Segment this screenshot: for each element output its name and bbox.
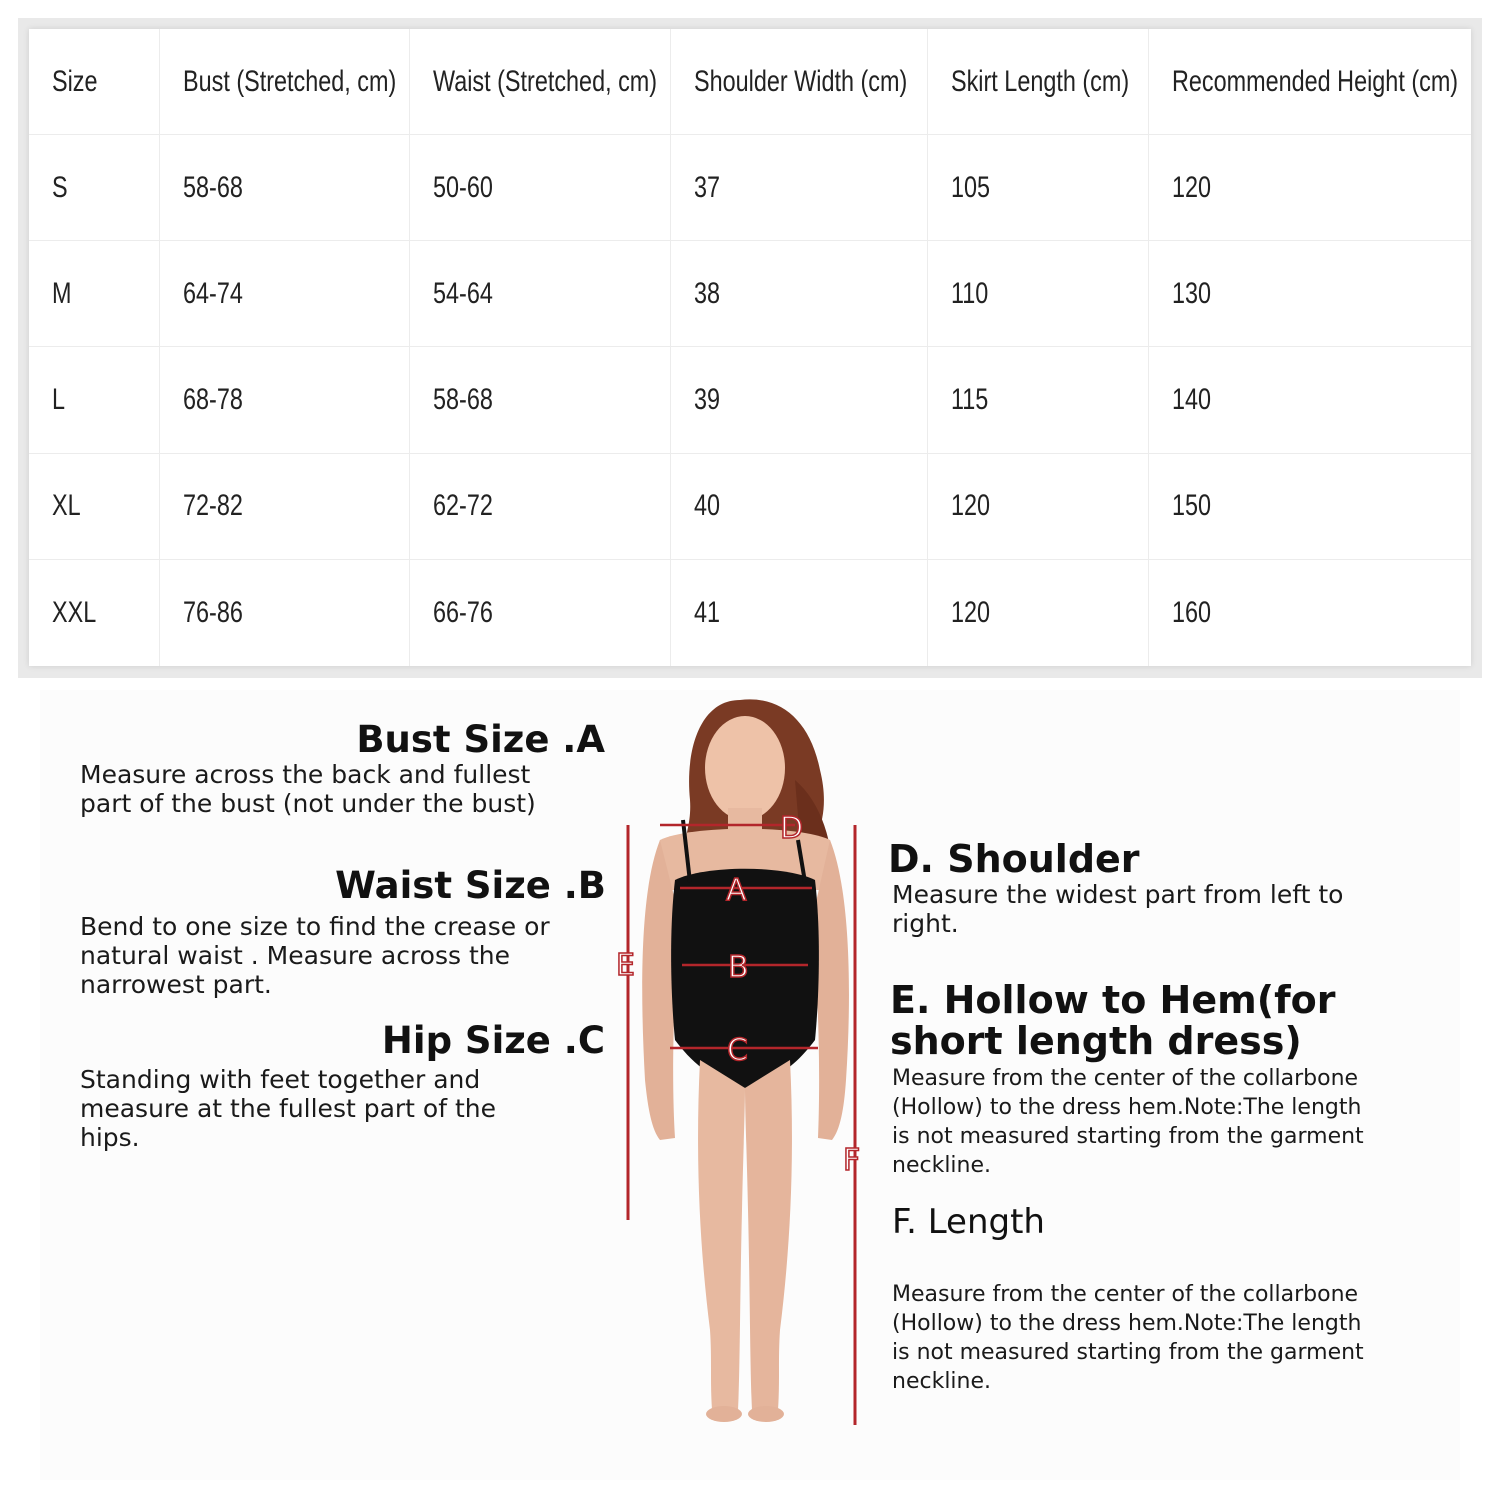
hip-size-title: Hip Size .C <box>381 1019 605 1062</box>
table-header-cell <box>928 29 1149 135</box>
table-cell <box>160 454 410 560</box>
model-measurement-figure <box>40 690 1460 1480</box>
table-cell <box>1149 560 1471 666</box>
cell-value: L <box>52 383 66 417</box>
table-cell <box>29 347 160 453</box>
hollow-desc-line: Measure from the center of the collarbone <box>892 1066 1359 1091</box>
table-cell <box>410 347 671 453</box>
table-cell <box>160 135 410 241</box>
cell-value: 62-72 <box>433 489 493 523</box>
cell-value: 76-86 <box>183 595 243 629</box>
table-header-cell <box>29 29 160 135</box>
waist-desc-line: Bend to one size to find the crease or <box>80 912 550 941</box>
table-cell <box>29 454 160 560</box>
cell-value: 66-76 <box>433 595 493 629</box>
table-cell <box>410 560 671 666</box>
waist-desc-line: natural waist . Measure across the <box>80 941 510 970</box>
shoulder-desc-line: Measure the widest part from left to <box>892 880 1344 909</box>
cell-value: S <box>52 170 68 204</box>
shoulder-desc-line: right. <box>892 909 959 938</box>
waist-size-title: Waist Size .B <box>335 864 606 907</box>
table-cell <box>928 135 1149 241</box>
size-chart-table <box>29 29 1471 666</box>
marker-e: E <box>616 948 635 983</box>
table-cell <box>928 347 1149 453</box>
shoulder-title: D. Shoulder <box>888 837 1140 881</box>
marker-c: C <box>727 1033 748 1068</box>
table-cell <box>928 241 1149 347</box>
model-face <box>705 716 785 820</box>
table-cell <box>928 454 1149 560</box>
hollow-desc-line: (Hollow) to the dress hem.Note:The length <box>892 1095 1362 1120</box>
cell-value: 40 <box>694 489 721 523</box>
cell-value: 41 <box>694 595 721 629</box>
cell-value: 38 <box>694 276 721 310</box>
length-desc-line: neckline. <box>892 1369 992 1394</box>
length-desc-line: is not measured starting from the garment <box>892 1340 1364 1365</box>
table-cell <box>160 347 410 453</box>
hip-desc-line: hips. <box>80 1123 140 1152</box>
cell-value: 150 <box>1172 489 1212 523</box>
table-header-cell <box>1149 29 1471 135</box>
marker-b: B <box>728 950 749 985</box>
bust-desc-line: Measure across the back and fullest <box>80 760 531 789</box>
table-cell <box>671 454 928 560</box>
cell-value: 50-60 <box>433 170 493 204</box>
table-cell <box>671 347 928 453</box>
table-cell <box>410 135 671 241</box>
table-cell <box>1149 454 1471 560</box>
length-title: F. Length <box>892 1202 1045 1242</box>
cell-value: M <box>52 276 72 310</box>
header-label: Bust (Stretched, cm) <box>183 64 397 98</box>
cell-value: 120 <box>951 595 991 629</box>
cell-value: 120 <box>951 489 991 523</box>
model-left-foot <box>706 1406 742 1422</box>
table-cell <box>671 135 928 241</box>
cell-value: 68-78 <box>183 383 243 417</box>
hip-desc-line: Standing with feet together and <box>80 1065 481 1094</box>
table-cell <box>29 560 160 666</box>
size-chart-frame <box>18 18 1482 678</box>
table-cell <box>928 560 1149 666</box>
cell-value: 140 <box>1172 383 1212 417</box>
cell-value: 37 <box>694 170 721 204</box>
cell-value: 120 <box>1172 170 1212 204</box>
model-right-foot <box>748 1406 784 1422</box>
hollow-desc-line: is not measured starting from the garment <box>892 1124 1364 1149</box>
cell-value: 54-64 <box>433 276 493 310</box>
length-desc-line: (Hollow) to the dress hem.Note:The length <box>892 1311 1362 1336</box>
cell-value: 110 <box>951 276 989 310</box>
length-desc-line: Measure from the center of the collarbone <box>892 1282 1359 1307</box>
header-label: Skirt Length (cm) <box>951 64 1130 98</box>
table-cell <box>671 560 928 666</box>
measurement-guide <box>40 690 1460 1480</box>
hollow-title-line: short length dress) <box>890 1019 1302 1063</box>
table-header-cell <box>671 29 928 135</box>
cell-value: 105 <box>951 170 991 204</box>
cell-value: 115 <box>951 383 989 417</box>
table-cell <box>410 454 671 560</box>
header-label: Size <box>52 64 98 98</box>
model-right-leg <box>745 1060 792 1410</box>
table-cell <box>160 560 410 666</box>
table-cell <box>410 241 671 347</box>
marker-f: F <box>843 1143 861 1178</box>
table-cell <box>671 241 928 347</box>
marker-d: D <box>780 811 804 846</box>
bust-desc-line: part of the bust (not under the bust) <box>80 789 536 818</box>
table-cell <box>1149 347 1471 453</box>
bust-size-title: Bust Size .A <box>356 718 605 761</box>
table-cell <box>160 241 410 347</box>
cell-value: 130 <box>1172 276 1212 310</box>
cell-value: 58-68 <box>433 383 493 417</box>
cell-value: 39 <box>694 383 721 417</box>
cell-value: 58-68 <box>183 170 243 204</box>
cell-value: XXL <box>52 595 97 629</box>
cell-value: 72-82 <box>183 489 243 523</box>
table-header-cell <box>160 29 410 135</box>
cell-value: 160 <box>1172 595 1212 629</box>
header-label: Waist (Stretched, cm) <box>433 64 658 98</box>
hollow-desc-line: neckline. <box>892 1153 992 1178</box>
cell-value: XL <box>52 489 81 523</box>
table-cell <box>29 135 160 241</box>
hollow-title-line: E. Hollow to Hem(for <box>890 978 1336 1022</box>
table-cell <box>1149 135 1471 241</box>
table-header-cell <box>410 29 671 135</box>
marker-a: A <box>726 873 747 908</box>
table-cell <box>29 241 160 347</box>
header-label: Shoulder Width (cm) <box>694 64 908 98</box>
model-left-leg <box>698 1060 745 1410</box>
hip-desc-line: measure at the fullest part of the <box>80 1094 497 1123</box>
header-label: Recommended Height (cm) <box>1172 64 1459 98</box>
table-cell <box>1149 241 1471 347</box>
waist-desc-line: narrowest part. <box>80 970 272 999</box>
cell-value: 64-74 <box>183 276 243 310</box>
